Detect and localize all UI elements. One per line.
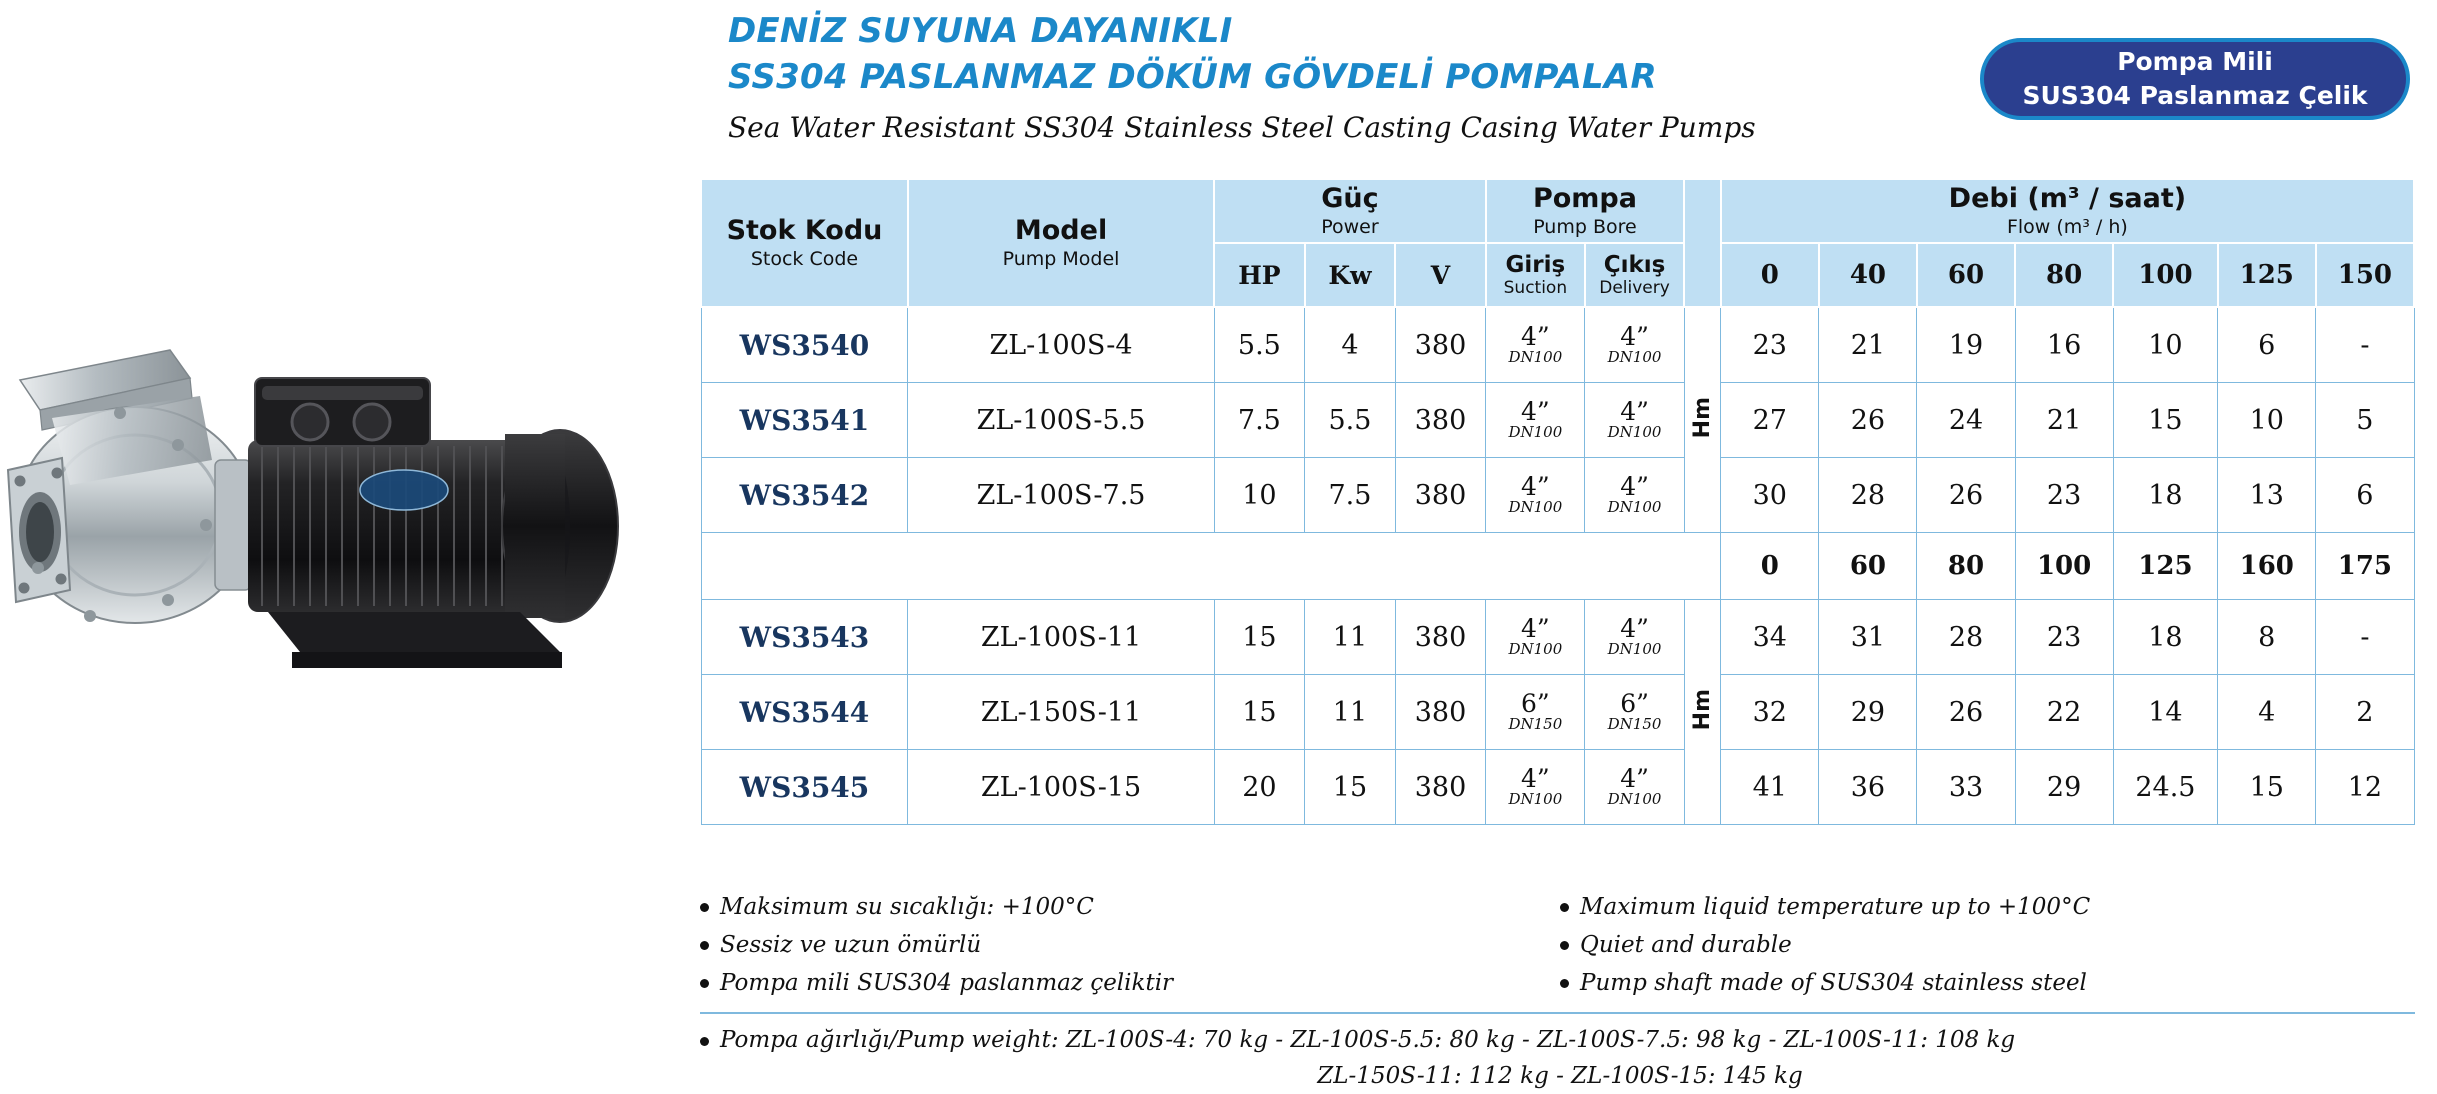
row-flow-6: 13 (2218, 458, 2316, 533)
row-code: WS3545 (701, 750, 908, 825)
row-flow-6: 6 (2218, 307, 2316, 383)
row-flow-6: 4 (2218, 675, 2316, 750)
row-kw: 15 (1305, 750, 1396, 825)
row-delivery-dn: DN150 (1607, 715, 1662, 734)
row-flow-3: 28 (1917, 600, 2015, 675)
row-delivery-dn: DN100 (1607, 348, 1662, 367)
row-flow-4: 23 (2015, 600, 2113, 675)
row-suction-size: 4” (1521, 614, 1550, 643)
row-suction-dn: DN100 (1508, 790, 1563, 809)
row-flow-4: 23 (2015, 458, 2113, 533)
row-flow-7: 5 (2316, 383, 2414, 458)
title-line-1: DENİZ SUYUNA DAYANIKLI (728, 11, 1233, 51)
row-kw: 4 (1305, 307, 1396, 383)
flow-col-7-g1: 150 (2316, 243, 2414, 307)
note-text: Pompa mili SUS304 paslanmaz çeliktir (720, 970, 1174, 996)
header-flow-tr: Debi (m³ / saat) (1948, 183, 2187, 214)
header (728, 8, 1908, 148)
notes-column-tr (700, 888, 1560, 1002)
weight-note-line2: ZL-150S-11: 112 kg - ZL-100S-15: 145 kg (1317, 1063, 1803, 1089)
weight-note (700, 1022, 2420, 1058)
row-code: WS3543 (701, 600, 908, 675)
row-flow-2: 26 (1819, 383, 1917, 458)
row-v: 380 (1395, 383, 1486, 458)
bullet-icon (1560, 903, 1569, 912)
row-delivery (1585, 307, 1684, 383)
row-flow-6: 8 (2218, 600, 2316, 675)
row-flow-2: 21 (1819, 307, 1917, 383)
row-suction (1486, 458, 1585, 533)
table-row (701, 307, 2414, 383)
bullet-icon (1560, 979, 1569, 988)
row-model: ZL-100S-7.5 (908, 458, 1214, 533)
row-flow-2: 31 (1819, 600, 1917, 675)
flow-col-6-g2: 160 (2218, 533, 2316, 600)
row-flow-4: 22 (2015, 675, 2113, 750)
table-header-row-1 (701, 179, 2414, 243)
badge-line-2: SUS304 Paslanmaz Çelik (2022, 81, 2368, 110)
row-kw: 11 (1305, 600, 1396, 675)
header-bore (1486, 179, 1684, 243)
weight-note-text: Pompa ağırlığı/Pump weight: ZL-100S-4: 70 kg - ZL-100S-5.5: 80 kg - ZL-100S-7.5: 98 kg - ZL-100S-11: 108 kg (720, 1027, 2016, 1053)
bullet-icon (700, 941, 709, 950)
subtitle-line: Sea Water Resistant SS304 Stainless Steel Casting Casing Water Pumps (728, 111, 1756, 144)
flow-col-3-g1: 60 (1917, 243, 2015, 307)
row-flow-3: 26 (1917, 458, 2015, 533)
row-flow-5: 18 (2113, 600, 2218, 675)
row-model: ZL-150S-11 (908, 675, 1214, 750)
specification-table (700, 178, 2415, 825)
header-suction (1486, 243, 1585, 307)
hm-text: Hm (1689, 397, 1715, 439)
row-delivery (1585, 750, 1684, 825)
row-flow-4: 21 (2015, 383, 2113, 458)
row-hp: 5.5 (1214, 307, 1305, 383)
row-suction-size: 6” (1521, 689, 1550, 718)
note-item (1560, 964, 2420, 1002)
row-hp: 7.5 (1214, 383, 1305, 458)
row-flow-1: 34 (1721, 600, 1819, 675)
row-suction (1486, 383, 1585, 458)
row-flow-7: - (2316, 307, 2414, 383)
header-delivery-en: Delivery (1599, 278, 1670, 298)
hm-label-group1 (1684, 307, 1721, 533)
header-v: V (1395, 243, 1486, 307)
row-delivery-size: 6” (1620, 689, 1649, 718)
row-model: ZL-100S-4 (908, 307, 1214, 383)
row-suction-size: 4” (1521, 472, 1550, 501)
shaft-material-badge (1980, 38, 2410, 120)
header-power (1214, 179, 1486, 243)
header-suction-tr: Giriş (1505, 252, 1566, 278)
row-kw: 11 (1305, 675, 1396, 750)
header-bore-en: Pump Bore (1533, 216, 1637, 238)
table-row (701, 675, 2414, 750)
row-kw: 7.5 (1305, 458, 1396, 533)
flow-header-blank (701, 533, 1721, 600)
flow-col-2-g2: 60 (1819, 533, 1917, 600)
row-flow-4: 29 (2015, 750, 2113, 825)
bullet-icon (700, 1037, 709, 1046)
row-suction-size: 4” (1521, 322, 1550, 351)
row-model: ZL-100S-11 (908, 600, 1214, 675)
row-flow-3: 19 (1917, 307, 2015, 383)
row-flow-1: 41 (1721, 750, 1819, 825)
flow-header-row-group2 (701, 533, 2414, 600)
row-suction-size: 4” (1521, 397, 1550, 426)
row-suction-dn: DN100 (1508, 348, 1563, 367)
row-delivery-size: 4” (1620, 397, 1649, 426)
header-model-en: Pump Model (1002, 248, 1120, 270)
row-hp: 15 (1214, 675, 1305, 750)
flow-col-3-g2: 80 (1917, 533, 2015, 600)
specification-table-wrap (700, 178, 2415, 825)
row-delivery (1585, 600, 1684, 675)
row-flow-5: 18 (2113, 458, 2218, 533)
row-suction-size: 4” (1521, 764, 1550, 793)
row-model: ZL-100S-15 (908, 750, 1214, 825)
note-text: Maksimum su sıcaklığı: +100°C (720, 894, 1094, 920)
row-hp: 10 (1214, 458, 1305, 533)
note-text: Sessiz ve uzun ömürlü (720, 932, 982, 958)
row-suction-dn: DN100 (1508, 423, 1563, 442)
bullet-icon (1560, 941, 1569, 950)
row-flow-1: 27 (1721, 383, 1819, 458)
row-suction (1486, 675, 1585, 750)
flow-col-1-g1: 0 (1721, 243, 1819, 307)
notes-columns (700, 888, 2420, 1002)
row-flow-3: 26 (1917, 675, 2015, 750)
row-flow-3: 33 (1917, 750, 2015, 825)
row-flow-3: 24 (1917, 383, 2015, 458)
header-power-en: Power (1321, 216, 1379, 238)
row-hp: 20 (1214, 750, 1305, 825)
flow-col-4-g1: 80 (2015, 243, 2113, 307)
header-power-tr: Güç (1321, 183, 1379, 214)
row-code: WS3540 (701, 307, 908, 383)
note-item (700, 926, 1560, 964)
row-flow-6: 15 (2218, 750, 2316, 825)
header-kw: Kw (1305, 243, 1396, 307)
row-flow-1: 23 (1721, 307, 1819, 383)
table-row (701, 383, 2414, 458)
badge-line-1: Pompa Mili (2117, 47, 2273, 76)
header-suction-en: Suction (1503, 278, 1568, 298)
row-code: WS3544 (701, 675, 908, 750)
flow-col-2-g1: 40 (1819, 243, 1917, 307)
row-flow-7: 6 (2316, 458, 2414, 533)
row-delivery (1585, 383, 1684, 458)
row-code: WS3541 (701, 383, 908, 458)
row-flow-5: 24.5 (2113, 750, 2218, 825)
bullet-icon (700, 903, 709, 912)
table-row (701, 600, 2414, 675)
row-suction (1486, 307, 1585, 383)
header-model (908, 179, 1214, 307)
row-delivery-dn: DN100 (1607, 423, 1662, 442)
header-stock-code-en: Stock Code (750, 248, 859, 270)
header-flow (1721, 179, 2414, 243)
note-text: Maximum liquid temperature up to +100°C (1580, 894, 2091, 920)
header-hm-spacer (1684, 179, 1721, 307)
header-stock-code (701, 179, 908, 307)
row-delivery-size: 4” (1620, 764, 1649, 793)
row-flow-7: 2 (2316, 675, 2414, 750)
notes-section (700, 888, 2420, 1094)
row-flow-5: 15 (2113, 383, 2218, 458)
note-text: Pump shaft made of SUS304 stainless steel (1580, 970, 2087, 996)
notes-divider (700, 1012, 2415, 1014)
note-item (1560, 926, 2420, 964)
row-delivery-dn: DN100 (1607, 640, 1662, 659)
row-v: 380 (1395, 750, 1486, 825)
row-code: WS3542 (701, 458, 908, 533)
row-flow-7: 12 (2316, 750, 2414, 825)
row-suction (1486, 750, 1585, 825)
row-suction-dn: DN150 (1508, 715, 1563, 734)
row-suction-dn: DN100 (1508, 498, 1563, 517)
header-model-tr: Model (1014, 215, 1108, 246)
hm-text: Hm (1689, 689, 1715, 731)
row-delivery-size: 4” (1620, 472, 1649, 501)
flow-col-6-g1: 125 (2218, 243, 2316, 307)
flow-col-1-g2: 0 (1721, 533, 1819, 600)
row-delivery (1585, 675, 1684, 750)
flow-col-4-g2: 100 (2015, 533, 2113, 600)
title-line-2: SS304 PASLANMAZ DÖKÜM GÖVDELİ POMPALAR (728, 57, 1657, 97)
row-delivery-dn: DN100 (1607, 498, 1662, 517)
row-hp: 15 (1214, 600, 1305, 675)
flow-col-7-g2: 175 (2316, 533, 2414, 600)
row-v: 380 (1395, 458, 1486, 533)
row-flow-6: 10 (2218, 383, 2316, 458)
row-suction-dn: DN100 (1508, 640, 1563, 659)
row-flow-4: 16 (2015, 307, 2113, 383)
header-delivery-tr: Çıkış (1603, 252, 1666, 278)
note-text: Quiet and durable (1580, 932, 1792, 958)
header-delivery (1585, 243, 1684, 307)
row-flow-5: 14 (2113, 675, 2218, 750)
row-delivery-dn: DN100 (1607, 790, 1662, 809)
row-v: 380 (1395, 307, 1486, 383)
row-model: ZL-100S-5.5 (908, 383, 1214, 458)
notes-column-en (1560, 888, 2420, 1002)
header-hp: HP (1214, 243, 1305, 307)
row-flow-2: 28 (1819, 458, 1917, 533)
row-v: 380 (1395, 600, 1486, 675)
row-flow-5: 10 (2113, 307, 2218, 383)
note-item (700, 888, 1560, 926)
row-suction (1486, 600, 1585, 675)
pump-illustration (0, 300, 680, 720)
header-stock-code-tr: Stok Kodu (726, 215, 883, 246)
bullet-icon (700, 979, 709, 988)
header-bore-tr: Pompa (1532, 183, 1637, 214)
table-row (701, 750, 2414, 825)
note-item (700, 964, 1560, 1002)
row-flow-1: 30 (1721, 458, 1819, 533)
row-flow-7: - (2316, 600, 2414, 675)
row-delivery-size: 4” (1620, 322, 1649, 351)
flow-col-5-g2: 125 (2113, 533, 2218, 600)
product-image (0, 300, 680, 720)
row-flow-1: 32 (1721, 675, 1819, 750)
note-item (1560, 888, 2420, 926)
row-v: 380 (1395, 675, 1486, 750)
table-row (701, 458, 2414, 533)
row-flow-2: 36 (1819, 750, 1917, 825)
header-flow-en: Flow (m³ / h) (2006, 216, 2128, 238)
row-kw: 5.5 (1305, 383, 1396, 458)
flow-col-5-g1: 100 (2113, 243, 2218, 307)
hm-label-group2 (1684, 600, 1721, 825)
row-delivery-size: 4” (1620, 614, 1649, 643)
row-delivery (1585, 458, 1684, 533)
row-flow-2: 29 (1819, 675, 1917, 750)
